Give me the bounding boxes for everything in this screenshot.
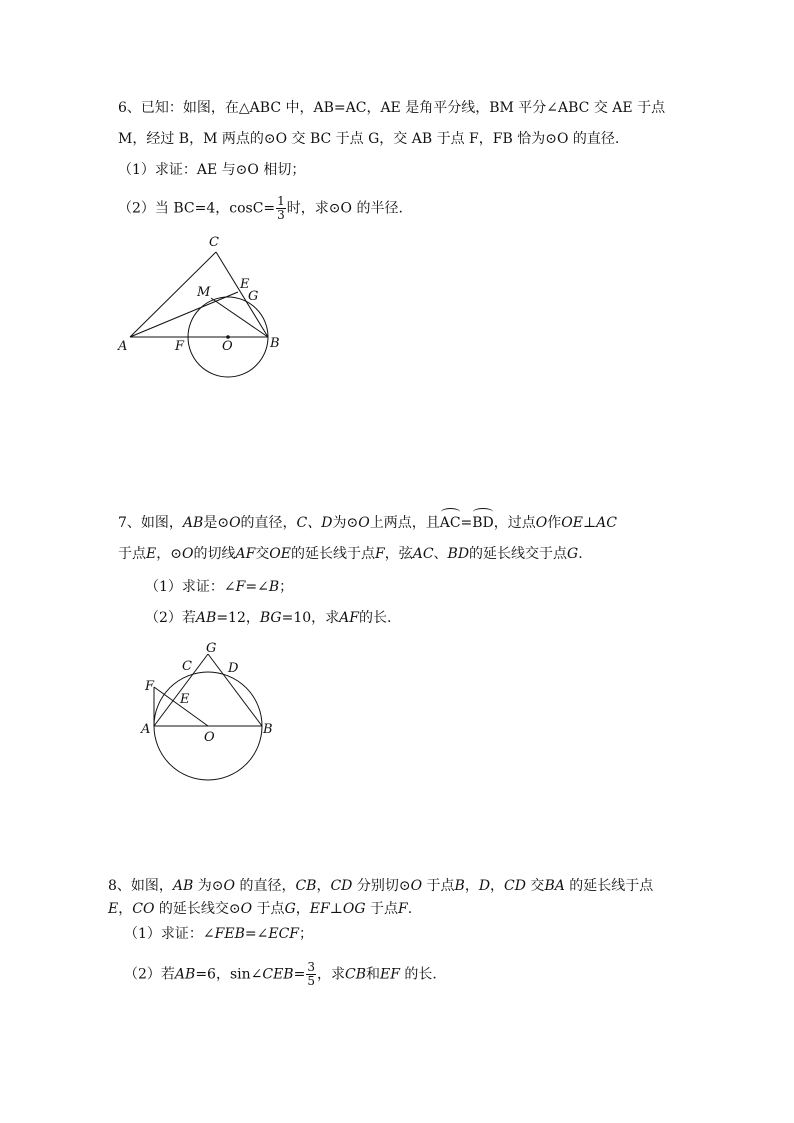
q8-AB: AB (172, 878, 194, 894)
q7-OE: OE (561, 515, 583, 531)
q7-p2-BG: BG (259, 610, 282, 626)
q7-l2-t4: 交 (255, 546, 270, 562)
q7-l2-t6: ，弦 (384, 546, 413, 562)
q7-l2-AF: AF (235, 546, 256, 562)
q8-t7: ， (464, 878, 479, 894)
q8-B: B (454, 878, 465, 894)
q8-p1-FEB: FEB (214, 926, 245, 942)
q8-p2-t3: = (293, 966, 306, 983)
q8-l2-G: G (284, 901, 296, 917)
q7-line1 (118, 513, 617, 533)
q7-p1-t1: （1）求证：∠ (145, 579, 236, 595)
q8-l2-t7: . (407, 901, 413, 917)
q8-l2-t5: ⊥ (329, 901, 343, 917)
q7-l2-t7: 、 (433, 546, 448, 562)
q6-line2: M，经过 B，M 两点的⊙O 交 BC 于点 G，交 AB 于点 F，FB 恰为⊙O 的直径. (118, 131, 620, 147)
q7-segment-AG (154, 654, 208, 726)
q7-part1 (145, 577, 293, 597)
q8-part2 (124, 961, 437, 988)
q7-label-D: D (228, 661, 239, 676)
q6-frac-den: 3 (277, 208, 285, 222)
q7-p2-t3: =10，求 (281, 610, 340, 626)
q6-part2-text: （2）当 BC=4，cosC= (118, 200, 276, 217)
q8-l2-t4: ， (295, 901, 310, 917)
q7-p2-t1: （2）若 (145, 610, 196, 626)
q8-p1-t1: （1）求证：∠ (124, 926, 215, 942)
q8-CD: CD (330, 878, 353, 894)
q7-AC: AC (596, 515, 617, 531)
q6-label-C: C (209, 235, 219, 250)
q7-label-F: F (145, 679, 155, 694)
q7-O2: O (358, 515, 370, 531)
q8-t4: ， (316, 878, 331, 894)
q7-label-C: C (182, 659, 192, 674)
q7-t2: 是⊙ (203, 515, 230, 531)
q7-t5: 上两点，且 (369, 515, 440, 531)
q7-l2-AC: AC (412, 546, 434, 562)
q7-p2-t2: =12， (216, 610, 260, 626)
q8-O: O (223, 878, 235, 894)
q8-t5: 分别切⊙ (352, 878, 411, 894)
q8-p2-CEB: CEB (262, 966, 294, 983)
q8-p2-t4: ，求 (316, 966, 345, 983)
q7-l2-OE: OE (269, 546, 291, 562)
q8-l2-OG: OG (342, 901, 366, 917)
q7-l2-E: E (146, 546, 157, 562)
q8-l2-CO: CO (132, 901, 155, 917)
q8-CD2: CD (504, 878, 526, 894)
q8-O2: O (410, 878, 423, 894)
q6-label-O: O (222, 339, 233, 354)
q8-l2-O: O (240, 901, 253, 917)
q7-CD: C、D (296, 515, 333, 531)
q7-figure (135, 635, 285, 785)
q7-arc-AC: AC (439, 515, 461, 531)
q7-t6: ，过点 (493, 515, 536, 531)
q8-p2-t1: （2）若 (124, 966, 175, 983)
q7-p1-t2: =∠ (245, 579, 269, 595)
q6-label-A: A (118, 339, 128, 354)
q7-AB: AB (182, 515, 204, 531)
q8-t3: 的直径， (235, 878, 296, 894)
q7-perp: ⊥ (582, 515, 597, 531)
q7-p1-F: F (235, 579, 246, 595)
q8-p2-t6: 的长. (399, 966, 437, 983)
q8-part1 (124, 924, 313, 944)
q7-p2-AF: AF (339, 610, 359, 626)
q7-l2-BD: BD (447, 546, 470, 562)
q7-O: O (229, 515, 241, 531)
q8-p2-CB: CB (344, 966, 366, 983)
q6-part1: （1）求证：AE 与⊙O 相切； (118, 162, 306, 178)
q6-fraction (276, 195, 286, 222)
q8-line1 (108, 876, 653, 896)
q8-t1: 8、如图， (108, 878, 173, 894)
q7-l2-t1: 于点 (118, 546, 146, 562)
q7-l2-t5: 的延长线于点 (290, 546, 375, 562)
q8-t8: ， (490, 878, 505, 894)
q6-line1: 6、已知：如图，在△ABC 中，AB=AC，AE 是角平分线，BM 平分∠ABC 交 AE 于点 (118, 100, 666, 116)
q6-segment-BM (211, 298, 268, 337)
q6-part2 (118, 195, 403, 222)
q8-BA: BA (544, 878, 565, 894)
q8-D: D (478, 878, 491, 894)
q6-label-E: E (240, 277, 250, 292)
q7-l2-t8: 的延长线交于点 (469, 546, 568, 562)
q7-l2-t2: ，⊙ (156, 546, 182, 562)
q8-t9: 交 (525, 878, 545, 894)
q8-frac-den: 5 (307, 974, 315, 988)
q8-fraction (306, 961, 316, 988)
q7-t4: 为⊙ (332, 515, 359, 531)
q7-t7: 作 (547, 515, 562, 531)
q8-l2-t6: 于点 (365, 901, 398, 917)
q6-label-F: F (175, 339, 185, 354)
q8-l2-t2: 的延长线交⊙ (154, 901, 241, 917)
q8-p1-ECF: ECF (268, 926, 299, 942)
q7-t3: 的直径， (240, 515, 297, 531)
q7-p1-B: B (268, 579, 280, 595)
q7-arc-BD: BD (472, 515, 494, 531)
q6-figure (110, 228, 300, 388)
q7-O3: O (535, 515, 548, 531)
q8-t10: 的延长线于点 (564, 878, 654, 894)
q6-frac-num: 1 (277, 194, 285, 208)
q7-eq: = (460, 515, 473, 531)
q7-label-G: G (206, 641, 217, 656)
q6-label-M: M (197, 285, 211, 300)
q7-l2-O: O (181, 546, 194, 562)
q8-p1-t2: =∠ (244, 926, 269, 942)
q8-CB: CB (295, 878, 317, 894)
q7-part2 (145, 608, 391, 628)
q8-l2-F: F (397, 901, 408, 917)
q6-segment-CB (216, 252, 268, 337)
q7-label-B: B (263, 722, 273, 737)
q8-t2: 为⊙ (193, 878, 224, 894)
q8-l2-t1: ， (118, 901, 133, 917)
q8-l2-E: E (108, 901, 119, 917)
q8-p2-t5: 和 (365, 966, 380, 983)
q8-p1-t3: ； (299, 926, 313, 942)
q6-label-B: B (270, 336, 280, 351)
q8-l2-t3: 于点 (252, 901, 285, 917)
q7-line2 (118, 544, 583, 564)
q7-label-O: O (204, 730, 215, 745)
q6-label-G: G (248, 289, 259, 304)
q8-frac-num: 3 (307, 960, 315, 974)
q7-l2-F: F (374, 546, 385, 562)
q8-l2-EF: EF (309, 901, 330, 917)
q7-l2-G: G (567, 546, 579, 562)
q8-t6: 于点 (422, 878, 455, 894)
q7-l2-t9: . (578, 546, 583, 562)
q6-segment-AE (130, 292, 238, 337)
q8-p2-EF: EF (379, 966, 400, 983)
q7-p2-t4: 的长. (358, 610, 392, 626)
q7-l2-t3: 的切线 (193, 546, 236, 562)
q7-label-E: E (180, 692, 190, 707)
q7-label-A: A (141, 722, 151, 737)
q7-p1-t3: ； (279, 579, 294, 595)
q8-p2-AB: AB (174, 966, 196, 983)
q6-part2-tail: 时，求⊙O 的半径. (286, 200, 403, 217)
q7-t1: 7、如图， (118, 515, 183, 531)
q8-line2 (108, 899, 412, 919)
q7-p2-AB: AB (195, 610, 217, 626)
q8-p2-t2: =6，sin∠ (195, 966, 263, 983)
